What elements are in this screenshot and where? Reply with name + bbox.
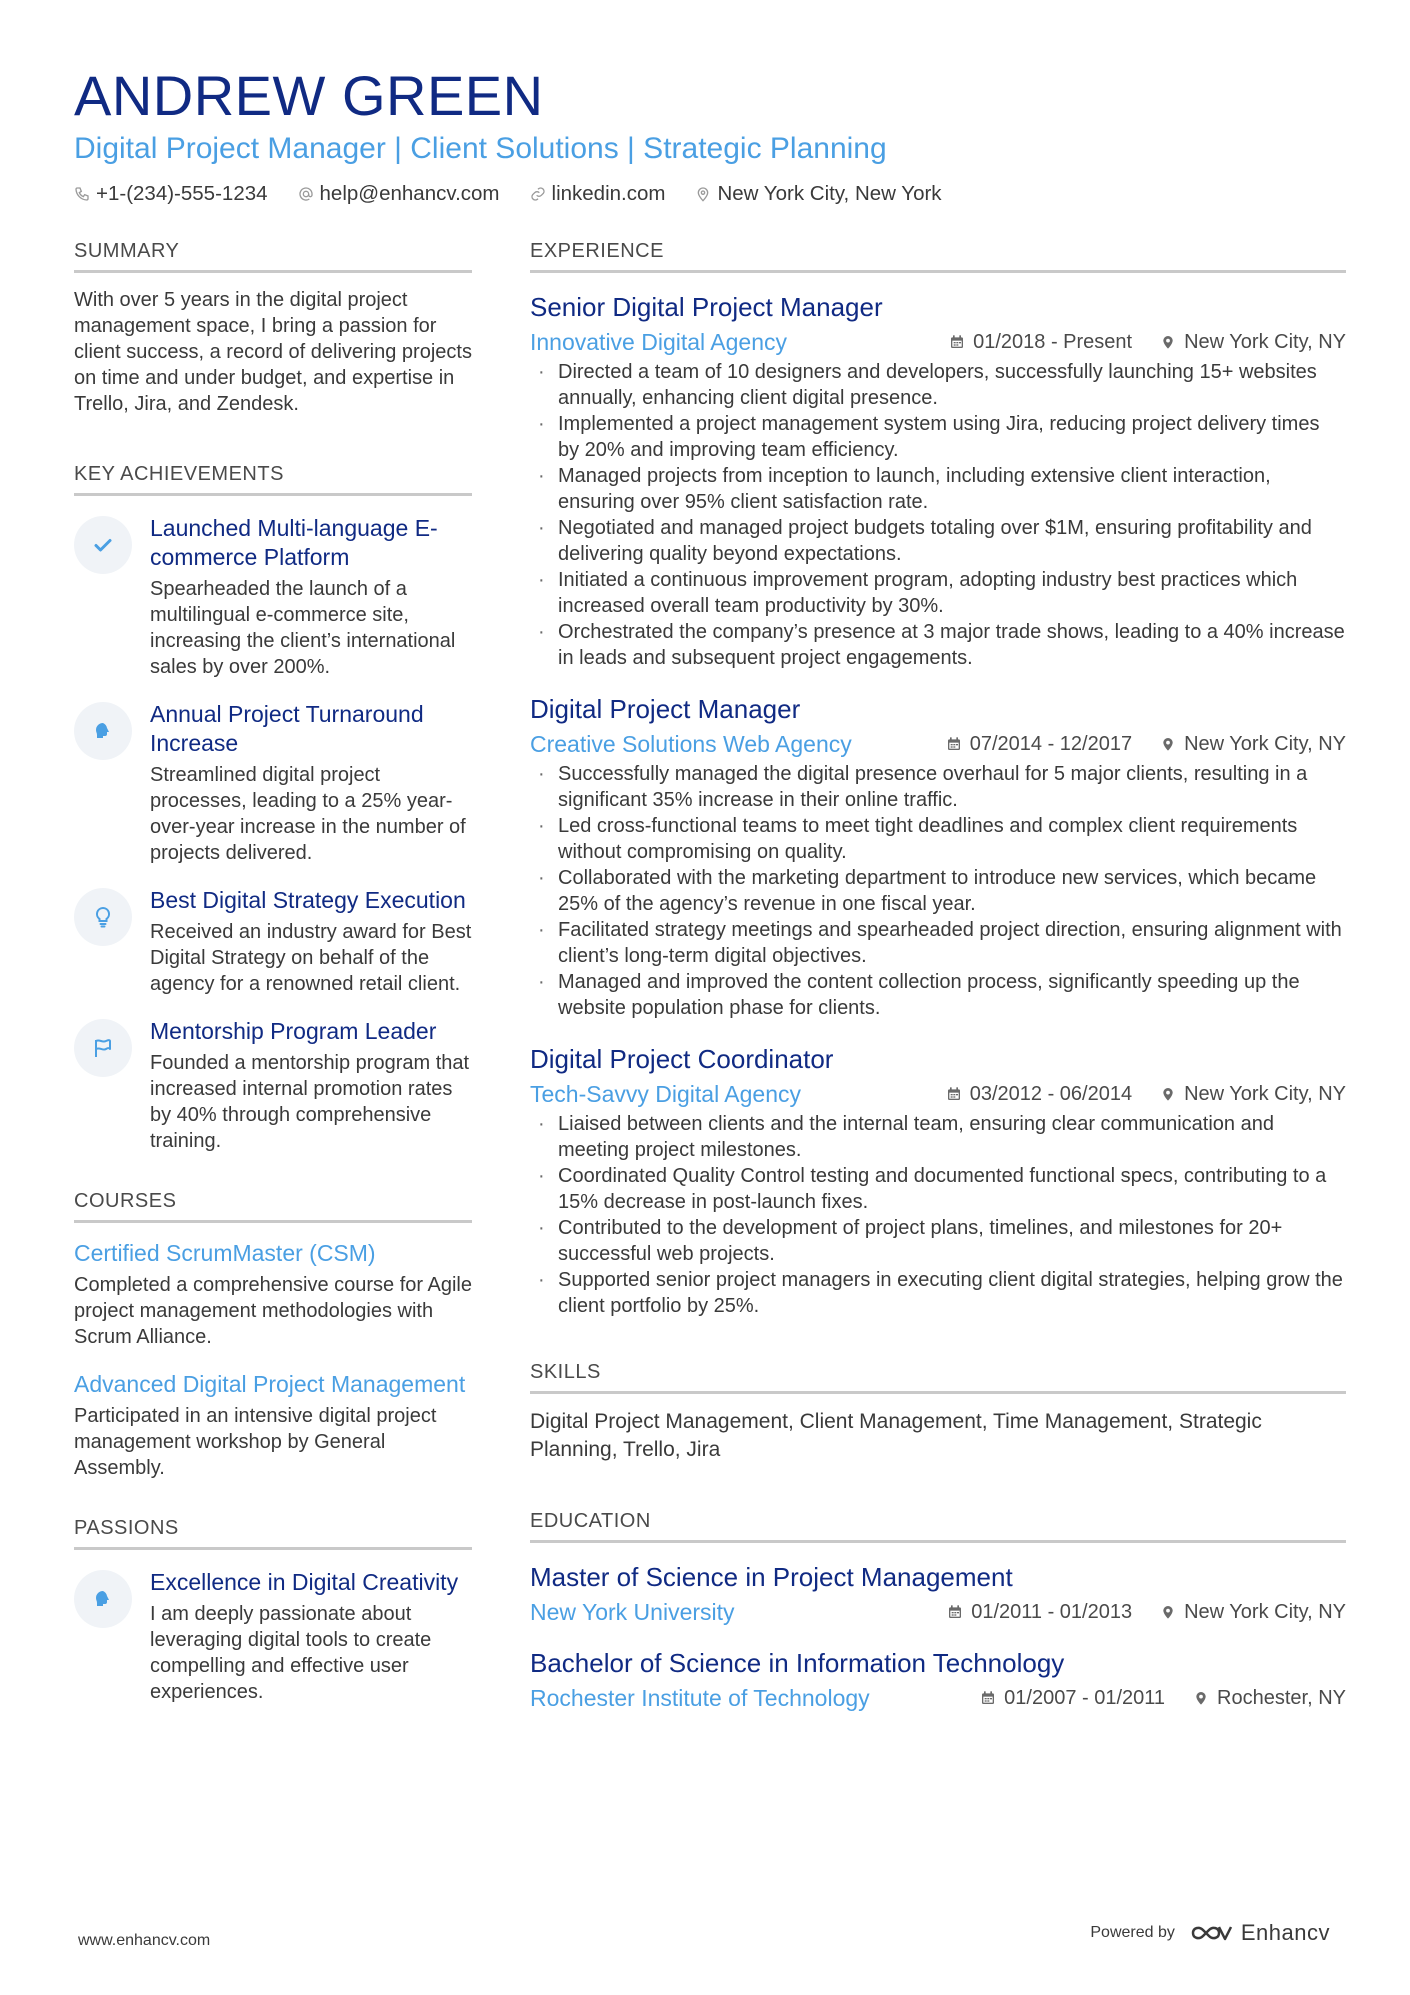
brain-icon [74,702,132,760]
degree-title: Bachelor of Science in Information Technology [530,1648,1065,1678]
location-pin-icon [1193,1690,1209,1706]
bullet: · Managed projects from inception to launch, including extensive client interaction, ensuring over 95% client satisfaction rate. [530,463,1346,515]
course-desc: Completed a comprehensive course for Agile project management methodologies with Scrum Alliance. [74,1274,472,1348]
lightbulb-icon [74,888,132,946]
phone-icon [74,186,90,202]
achievement-title: Mentorship Program Leader [150,1018,437,1044]
at-icon [298,186,314,202]
bullet: · Coordinated Quality Control testing and documented functional specs, contributing to a 15% decrease in post-launch fixes. [530,1163,1346,1215]
role-dates-text: 03/2012 - 06/2014 [969,1083,1133,1105]
bullet: · Liaised between clients and the internal team, ensuring clear communication and meeting project milestones. [530,1111,1346,1163]
education-dates [947,1597,1132,1627]
bullet: · Implemented a project management system using Jira, reducing project delivery times by 20% and improving team efficiency. [530,411,1346,463]
achievement-title: Annual Project Turnaround Increase [150,701,424,756]
contact-linkedin[interactable] [530,180,666,208]
role-location-text: New York City, NY [1184,1083,1346,1105]
achievement-item [74,886,472,997]
achievement-desc: Received an industry award for Best Digital Strategy on behalf of the agency for a renowned retail client. [150,921,472,995]
linkedin-text: linkedin.com [551,182,666,205]
powered-by-text: Powered by [1090,1924,1175,1941]
bullet: · Led cross-functional teams to meet tight deadlines and complex client requirements without compromising on quality. [530,813,1346,865]
skills-heading: SKILLS [530,1359,1346,1394]
role-title: Senior Digital Project Manager [530,292,883,322]
bullet: · Managed and improved the content collection process, significantly speeding up the website population phase for clients. [530,969,1346,1021]
bullet: · Collaborated with the marketing department to introduce new services, which became 25% of the agency’s revenue in one fiscal year. [530,865,1346,917]
calendar-icon [946,1086,962,1102]
role-bullets [530,761,1346,1021]
brand-logo [1189,1920,1330,1946]
course-item [74,1239,472,1350]
achievements-heading: KEY ACHIEVEMENTS [74,461,472,496]
passion-title: Excellence in Digital Creativity [150,1569,459,1595]
bullet: · Initiated a continuous improvement program, adopting industry best practices which increased overall team productivity by 30%. [530,567,1346,619]
education-item [530,1647,1346,1713]
role-location [1160,729,1346,759]
bullet: · Facilitated strategy meetings and spearheaded project direction, ensuring alignment with client’s long-term digital objectives. [530,917,1346,969]
bullet: · Directed a team of 10 designers and developers, successfully launching 15+ websites annually, enhancing client digital presence. [530,359,1346,411]
degree-title: Master of Science in Project Management [530,1562,1013,1592]
calendar-icon [980,1690,996,1706]
bullet: · Contributed to the development of project plans, timelines, and milestones for 20+ successful web projects. [530,1215,1346,1267]
experience-item [530,291,1346,671]
role-location-text: New York City, NY [1184,733,1346,755]
course-desc: Participated in an intensive digital project management workshop by General Assembly. [74,1405,437,1479]
passion-desc: I am deeply passionate about leveraging digital tools to create compelling and effective user experiences. [150,1603,432,1703]
contact-email[interactable] [298,180,500,208]
education-location-text: New York City, NY [1184,1601,1346,1623]
contact-phone[interactable] [74,180,268,208]
calendar-icon [947,1604,963,1620]
location-pin-icon [1160,1604,1176,1620]
location-text: New York City, New York [717,182,942,205]
achievement-item [74,514,472,680]
education-item [530,1561,1346,1627]
education-location [1160,1597,1346,1627]
calendar-icon [946,736,962,752]
footer-brand[interactable] [1090,1920,1330,1946]
passions-heading: PASSIONS [74,1515,472,1550]
skills-text: Digital Project Management, Client Management, Time Management, Strategic Planning, Trello, Jira [530,1410,1262,1461]
role-title: Digital Project Coordinator [530,1044,834,1074]
role-location [1160,1079,1346,1109]
role-location-text: New York City, NY [1184,331,1346,353]
role-company: Tech-Savvy Digital Agency [530,1081,802,1107]
achievement-desc: Spearheaded the launch of a multilingual e-commerce site, increasing the client’s international sales by over 200%. [150,578,456,678]
achievement-desc: Streamlined digital project processes, leading to a 25% year-over-year increase in the number of projects delivered. [150,764,466,864]
calendar-icon [949,334,965,350]
left-column [74,238,472,1705]
right-column [530,238,1346,1713]
course-title: Certified ScrumMaster (CSM) [74,1240,376,1266]
role-dates-text: 01/2018 - Present [973,331,1133,353]
school-name: Rochester Institute of Technology [530,1685,870,1711]
contact-bar [74,180,1346,208]
passion-item [74,1568,472,1705]
role-company: Innovative Digital Agency [530,329,787,355]
summary-heading: SUMMARY [74,238,472,273]
bullet: · Successfully managed the digital presence overhaul for 5 major clients, resulting in a significant 35% increase in their online traffic. [530,761,1346,813]
role-dates [946,1079,1132,1109]
check-icon [74,516,132,574]
link-icon [530,186,546,202]
school-name: New York University [530,1599,735,1625]
phone-text: +1-(234)-555-1234 [96,182,268,205]
education-heading: EDUCATION [530,1508,1346,1543]
course-item [74,1370,472,1481]
role-title: Digital Project Manager [530,694,801,724]
bullet: · Negotiated and managed project budgets totaling over $1M, ensuring profitability and delivering quality beyond expectations. [530,515,1346,567]
education-dates [980,1683,1165,1713]
enhancv-logo-icon [1189,1921,1233,1945]
role-dates [949,327,1132,357]
role-bullets [530,359,1346,671]
role-bullets [530,1111,1346,1319]
achievement-desc: Founded a mentorship program that increased internal promotion rates by 40% through comprehensive training. [150,1052,470,1152]
brand-name: Enhancv [1240,1920,1330,1945]
education-dates-text: 01/2007 - 01/2011 [1004,1687,1166,1709]
role-company: Creative Solutions Web Agency [530,731,852,757]
location-pin-icon [1160,1086,1176,1102]
role-dates [946,729,1132,759]
achievement-item [74,1017,472,1154]
courses-heading: COURSES [74,1188,472,1223]
summary-text: With over 5 years in the digital project management space, I bring a passion for client success, a record of delivering projects on time and under budget, and expertise in Trello, Jira, and Zendesk. [74,289,472,415]
role-location [1160,327,1346,357]
candidate-name: ANDREW GREEN [74,64,544,127]
location-pin-icon [1160,334,1176,350]
headline: Digital Project Manager | Client Solutions | Strategic Planning [74,132,887,165]
experience-item [530,1043,1346,1319]
location-pin-icon [1160,736,1176,752]
bullet: · Supported senior project managers in executing client digital strategies, helping grow the client portfolio by 25%. [530,1267,1346,1319]
experience-item [530,693,1346,1021]
email-text: help@enhancv.com [319,182,500,205]
achievement-title: Best Digital Strategy Execution [150,887,466,913]
location-pin-icon [695,186,711,202]
role-dates-text: 07/2014 - 12/2017 [969,733,1133,755]
bullet: · Orchestrated the company’s presence at 3 major trade shows, leading to a 40% increase in leads and subsequent project engagements. [530,619,1346,671]
brain-icon [74,1570,132,1628]
footer-website[interactable]: www.enhancv.com [78,1932,211,1949]
education-location-text: Rochester, NY [1217,1687,1346,1709]
achievement-title: Launched Multi-language E-commerce Platform [150,515,438,570]
flag-icon [74,1019,132,1077]
resume-page [74,64,1346,1711]
education-dates-text: 01/2011 - 01/2013 [971,1601,1133,1623]
achievement-item [74,700,472,866]
contact-location [695,180,941,208]
experience-heading: EXPERIENCE [530,238,1346,273]
education-location [1193,1683,1346,1713]
course-title: Advanced Digital Project Management [74,1371,466,1397]
